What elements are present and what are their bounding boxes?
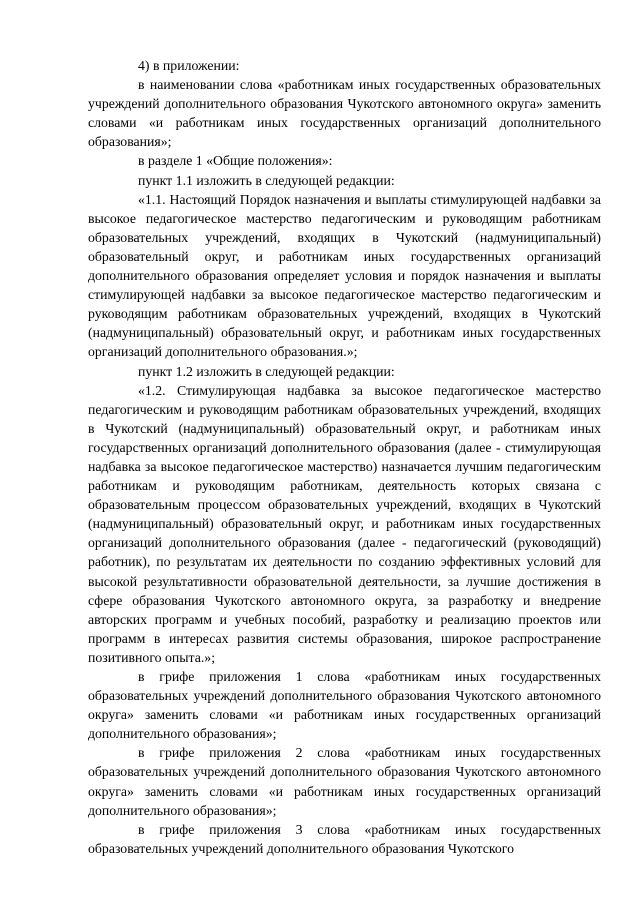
paragraph-item-1-2-intro: пункт 1.2 изложить в следующей редакции: bbox=[138, 363, 395, 379]
paragraph-appendix-3-stamp: в грифе приложения 3 слова «работникам иных государственных образовательных учреждений дополнительного образования Чукотского bbox=[88, 821, 601, 856]
paragraph-appendix-heading: 4) в приложении: bbox=[138, 58, 240, 73]
paragraph-appendix-1-stamp: в грифе приложения 1 слова «работникам иных государственных образовательных учреждений дополнительного образования Чукотского автономного округа» заменить словами «и работникам иных государственных организаций дополнительного образования»; bbox=[88, 669, 601, 742]
paragraph-title-amendment: в наименовании слова «работникам иных государственных образовательных учреждений дополнительного образования Чукотского автономного округа» заменить словами «и работникам иных государственных организаций дополнительного образования»; bbox=[88, 77, 601, 150]
paragraph-item-1-2-text: «1.2. Стимулирующая надбавка за высокое педагогическое мастерство педагогическим и руководящим работникам образовательных учреждений, входящих в Чукотский (надмуниципальный) образовательный округ, и работникам иных государственных организаций дополнительного образования (далее - стимулирующая надбавка за высокое педагогическое мастерство) назначается лучшим педагогическим работникам и руководящим работникам, деятельность которых связана с образовательным процессом образовательных учреждений, входящих в Чукотский (надмуниципальный) образовательный округ, и работникам иных государственных организаций дополнительного образования (далее - педагогический (руководящий) работник), по результатам их деятельности по созданию эффективных условий для высокой результативности образовательной деятельности, за лучшие достижения в сфере образования Чукотского автономного округа, за разработку и внедрение авторских программ и учебных пособий, разработку и реализацию проектов или программ в интересах развития системы образования, широкое распространение позитивного опыта.»; bbox=[88, 382, 601, 665]
paragraph-item-1-1-text: «1.1. Настоящий Порядок назначения и выплаты стимулирующей надбавки за высокое педагогическое мастерство педагогическим и руководящим работникам образовательных учреждений, входящих в Чукотский (надмуниципальный) образовательный округ, и работникам иных государственных организаций дополнительного образования определяет условия и порядок назначения и выплаты стимулирующей надбавки за высокое педагогическое мастерство педагогическим и руководящим работникам образовательных учреждений, входящих в Чукотский (надмуниципальный) образовательный округ, и работникам иных государственных организаций дополнительного образования.»; bbox=[88, 191, 601, 360]
paragraph-appendix-2-stamp: в грифе приложения 2 слова «работникам иных государственных образовательных учреждений дополнительного образования Чукотского автономного округа» заменить словами «и работникам иных государственных организаций дополнительного образования»; bbox=[88, 745, 601, 818]
paragraph-section-1: в разделе 1 «Общие положения»: bbox=[138, 153, 333, 169]
paragraph-item-1-1-intro: пункт 1.1 изложить в следующей редакции: bbox=[138, 172, 395, 188]
document-body bbox=[88, 56, 601, 858]
